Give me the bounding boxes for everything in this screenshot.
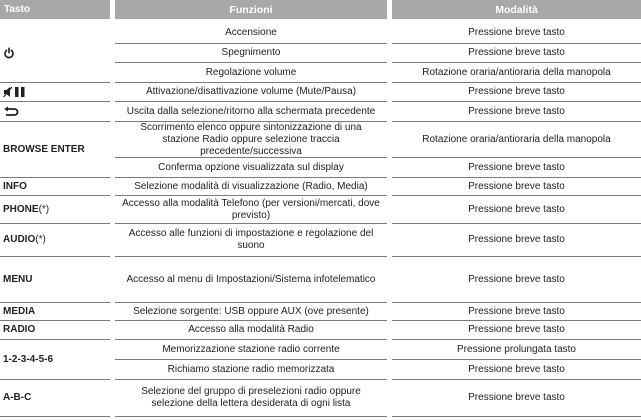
function-cell: Accesso alla modalità Telefono (per versioni/mercati, dove previsto) bbox=[115, 196, 387, 224]
back-arrow-icon bbox=[3, 106, 19, 118]
header-functions: Funzioni bbox=[115, 0, 387, 19]
mode-cell: Pressione breve tasto bbox=[392, 380, 641, 417]
function-cell: Memorizzazione stazione radio corrente bbox=[115, 340, 387, 360]
function-cell: Accesso alle funzioni di impostazione e regolazione del suono bbox=[115, 224, 387, 257]
key-cell-mute-pause bbox=[0, 83, 110, 102]
key-cell-abc: A-B-C bbox=[0, 380, 110, 417]
function-cell: Uscita dalla selezione/ritorno alla schermata precedente bbox=[115, 102, 387, 122]
mode-cell: Pressione breve tasto bbox=[392, 360, 641, 380]
mode-cell: Pressione breve tasto bbox=[392, 196, 641, 224]
function-cell: Conferma opzione visualizzata sul display bbox=[115, 158, 387, 178]
function-cell: Accensione bbox=[115, 23, 387, 44]
function-cell: Accesso alla modalità Radio bbox=[115, 321, 387, 340]
mode-cell: Rotazione oraria/antioraria della manopola bbox=[392, 122, 641, 158]
key-cell-radio: RADIO bbox=[0, 321, 110, 340]
key-cell-power bbox=[0, 23, 110, 83]
key-label: PHONE bbox=[3, 203, 39, 215]
key-cell-menu: MENU bbox=[0, 257, 110, 303]
function-cell: Selezione del gruppo di preselezioni radio oppure selezione della lettera desiderata di ogni lista bbox=[115, 380, 387, 417]
mode-cell: Pressione breve tasto bbox=[392, 83, 641, 102]
key-cell-media: MEDIA bbox=[0, 303, 110, 321]
mode-cell: Pressione breve tasto bbox=[392, 224, 641, 257]
function-cell: Selezione modalità di visualizzazione (Radio, Media) bbox=[115, 178, 387, 196]
function-cell: Scorrimento elenco oppure sintonizzazione di una stazione Radio oppure selezione traccia precedente/successiva bbox=[115, 122, 387, 158]
mode-cell: Pressione breve tasto bbox=[392, 303, 641, 321]
mode-cell: Pressione breve tasto bbox=[392, 44, 641, 63]
key-cell-back bbox=[0, 102, 110, 122]
mode-cell: Pressione breve tasto bbox=[392, 102, 641, 122]
power-icon bbox=[3, 47, 15, 59]
mode-cell: Pressione breve tasto bbox=[392, 178, 641, 196]
mute-pause-icon bbox=[3, 86, 27, 98]
key-cell-info: INFO bbox=[0, 178, 110, 196]
key-suffix: (*) bbox=[38, 203, 50, 215]
mode-cell: Rotazione oraria/antioraria della manopola bbox=[392, 63, 641, 83]
key-cell-browse-enter: BROWSE ENTER bbox=[0, 122, 110, 178]
mode-cell: Pressione breve tasto bbox=[392, 158, 641, 178]
function-cell: Regolazione volume bbox=[115, 63, 387, 83]
function-cell: Richiamo stazione radio memorizzata bbox=[115, 360, 387, 380]
header-key: Tasto bbox=[0, 0, 110, 19]
mode-cell: Pressione breve tasto bbox=[392, 321, 641, 340]
function-cell: Accesso al menu di Impostazioni/Sistema infotelematico bbox=[115, 257, 387, 303]
key-suffix: (*) bbox=[35, 234, 46, 245]
mode-cell: Pressione prolungata tasto bbox=[392, 340, 641, 360]
function-cell: Spegnimento bbox=[115, 44, 387, 63]
key-cell-presets: 1-2-3-4-5-6 bbox=[0, 340, 110, 380]
function-cell: Selezione sorgente: USB oppure AUX (ove presente) bbox=[115, 303, 387, 321]
key-label: AUDIO bbox=[3, 234, 36, 245]
function-cell: Attivazione/disattivazione volume (Mute/Pausa) bbox=[115, 83, 387, 102]
mode-cell: Pressione breve tasto bbox=[392, 23, 641, 44]
header-mode: Modalità bbox=[392, 0, 641, 19]
mode-cell: Pressione breve tasto bbox=[392, 257, 641, 303]
key-cell-audio bbox=[0, 224, 110, 257]
key-cell-phone bbox=[0, 196, 110, 224]
